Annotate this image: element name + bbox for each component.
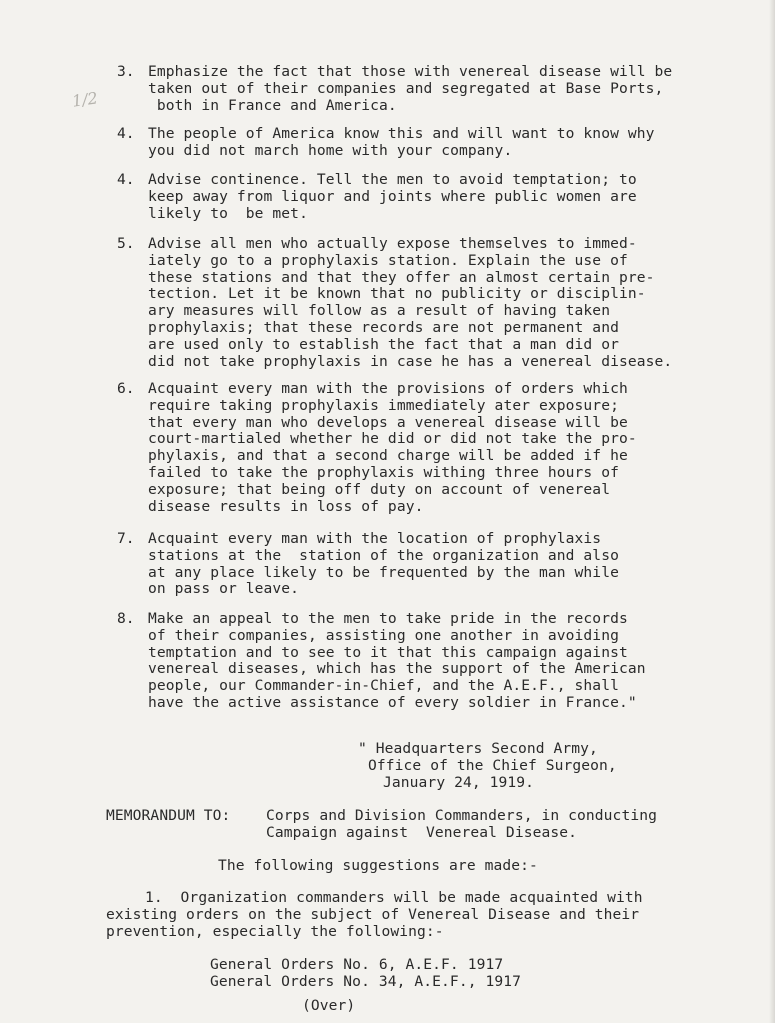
- memo-label: MEMORANDUM TO:: [106, 807, 231, 824]
- item-text-line: Emphasize the fact that those with venereal disease will be: [148, 63, 673, 80]
- page-footer-over: (Over): [302, 997, 356, 1014]
- item-text-line: failed to take the prophylaxis withing three hours of: [148, 464, 619, 481]
- item-text-line: you did not march home with your company.: [148, 141, 513, 159]
- item-number: 7.: [117, 530, 135, 547]
- item-text-line: taken out of their companies and segregated at Base Ports,: [148, 79, 664, 97]
- item-text-line: at any place likely to be frequented by the man while: [148, 563, 619, 581]
- heading-line-1: " Headquarters Second Army,: [358, 740, 598, 757]
- point1-line-3: prevention, especially the following:-: [106, 923, 444, 940]
- item-text-line: on pass or leave.: [148, 580, 300, 598]
- item-number: 3.: [117, 63, 135, 80]
- item-text-line: prophylaxis; that these records are not permanent and: [148, 319, 619, 336]
- suggestions-intro: The following suggestions are made:-: [218, 857, 538, 874]
- item-number: 5.: [117, 235, 135, 252]
- item-text-line: Acquaint every man with the provisions of orders which: [148, 380, 628, 397]
- item-text-line: that every man who develops a venereal disease will be: [148, 413, 628, 431]
- item-text-line: both in France and America.: [148, 96, 397, 114]
- item-text-line: venereal diseases, which has the support of the American: [148, 660, 646, 678]
- item-text-line: disease results in loss of pay.: [148, 497, 424, 515]
- item-text-line: are used only to establish the fact that a man did or: [148, 335, 619, 353]
- item-text-line: court-martialed whether he did or did not take the pro-: [148, 430, 637, 448]
- item-text-line: Acquaint every man with the location of prophylaxis: [148, 530, 602, 547]
- order-line-1: General Orders No. 6, A.E.F. 1917: [210, 956, 504, 973]
- item-text-line: The people of America know this and will want to know why: [148, 125, 655, 142]
- order-line-2: General Orders No. 34, A.E.F., 1917: [210, 973, 522, 990]
- item-text-line: stations at the station of the organization and also: [148, 546, 619, 564]
- item-text-line: exposure; that being off duty on account of venereal: [148, 480, 611, 498]
- heading-line-3: January 24, 1919.: [383, 774, 535, 791]
- item-text-line: ary measures will follow as a result of having taken: [148, 302, 611, 320]
- pencil-annotation: 1/2: [70, 88, 99, 111]
- item-text-line: Advise all men who actually expose themselves to immed-: [148, 235, 637, 252]
- item-text-line: require taking prophylaxis immediately ater exposure;: [148, 396, 619, 414]
- item-number: 4.: [117, 125, 135, 142]
- item-text-line: Advise continence. Tell the men to avoid temptation; to: [148, 171, 637, 188]
- item-text-line: keep away from liquor and joints where public women are: [148, 187, 637, 205]
- memo-line-1: Corps and Division Commanders, in conducting: [266, 807, 657, 824]
- item-number: 4.: [117, 171, 135, 188]
- item-text-line: phylaxis, and that a second charge will be added if he: [148, 447, 628, 465]
- item-text-line: have the active assistance of every soldier in France.": [148, 694, 637, 711]
- item-text-line: temptation and to see to it that this campaign against: [148, 643, 628, 661]
- item-text-line: of their companies, assisting one another in avoiding: [148, 626, 619, 644]
- item-text-line: tection. Let it be known that no publicity or disciplin-: [148, 285, 646, 303]
- item-text-line: iately go to a prophylaxis station. Explain the use of: [148, 251, 628, 269]
- heading-line-2: Office of the Chief Surgeon,: [368, 757, 617, 774]
- item-number: 8.: [117, 610, 135, 627]
- item-text-line: people, our Commander-in-Chief, and the A.E.F., shall: [148, 677, 619, 695]
- memo-line-2: Campaign against Venereal Disease.: [266, 824, 578, 841]
- point1-line-2: existing orders on the subject of Venereal Disease and their: [106, 906, 640, 923]
- item-number: 6.: [117, 380, 135, 397]
- point1-line-1: 1. Organization commanders will be made acquainted with: [145, 889, 643, 906]
- item-text-line: likely to be met.: [148, 204, 308, 222]
- paper-edge-shadow: [769, 0, 775, 1023]
- item-text-line: did not take prophylaxis in case he has a venereal disease.: [148, 352, 673, 370]
- item-text-line: these stations and that they offer an almost certain pre-: [148, 268, 655, 286]
- item-text-line: Make an appeal to the men to take pride in the records: [148, 610, 628, 627]
